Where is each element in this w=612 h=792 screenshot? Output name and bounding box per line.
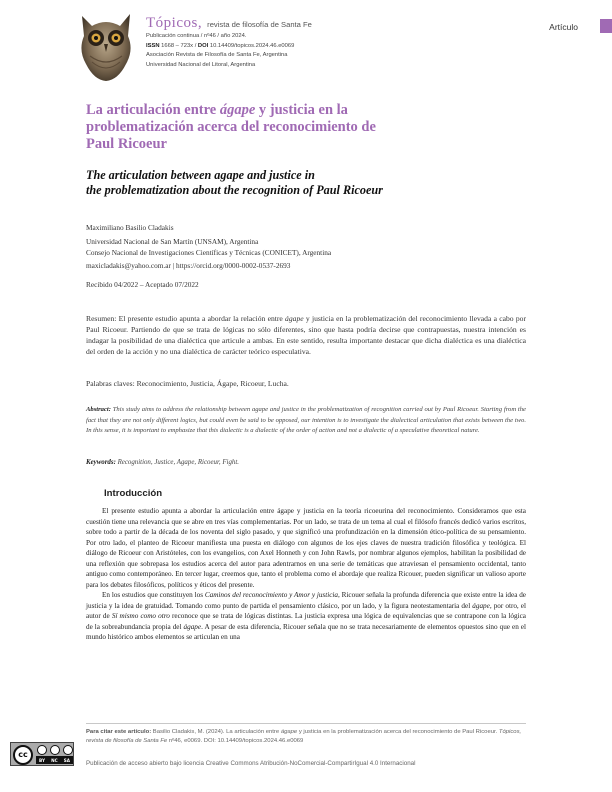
title-spanish: La articulación entre ágape y justicia en la problematización acerca del reconocimiento de Paul Ricoeur bbox=[86, 102, 376, 152]
intro-body bbox=[86, 506, 526, 643]
cc-by-label: BY bbox=[39, 757, 46, 763]
cc-icon: cc bbox=[13, 745, 33, 765]
journal-subtitle: revista de filosofía de Santa Fe bbox=[207, 20, 312, 29]
cc-nc-label: NC bbox=[51, 757, 58, 763]
affiliation-2: Consejo Nacional de Investigaciones Científicas y Técnicas (CONICET), Argentina bbox=[86, 248, 332, 258]
footer-divider bbox=[86, 723, 526, 724]
citation-note: Para citar este artículo: Basilio Cladakis, M. (2024). La articulación entre ágape y justicia en la problematización acerca del reconocimiento de Paul Ricoeur. Tópicos, revista de filosofía de Santa Fe nº46, e0069. DOI: 10.14409/topicos.2024.46.e0069 bbox=[86, 729, 522, 744]
abstract-english: Abstract: This study aims to address the relationship between agape and justice in the problematization of recognition carried out by Paul Ricoeur. Starting from the fact that they are not only different logics, but could even be said to be opposed, our intention is to investigate the dialectical articulation that exists between the two. In this sense, it is important to emphasize that this dialectic is a dialectic of the order of action and not a dialectic of a speculative theoretical nature. bbox=[86, 406, 526, 435]
intro-paragraph-1: El presente estudio apunta a abordar la articulación entre ágape y justicia en la teoría ricoeurina del reconocimiento. Consideramos que esta cuestión tiene una relevancia que se abre en tres vías complementarias. Por un lado, se trata de un tema al cual el filósofo francés dedicó varios escritos, sobre todo a partir de la década de los noventa del siglo pasado, y que significó una profundización en la dimensión ético-política de su pensamiento. Por otro lado, el planteo de Ricoeur manifiesta una puesta en diálogo con algunos de los ejes claves de nuestra tradición filosófica y teológica. El diálogo de Ricoeur con Aristóteles, con los evangelios, con Axel Honneth y con John Rawls, por nombrar algunos ejemplos, habilitan la posibilidad de una reflexión que sobrepasa los estudios acerca del autor para adentrarnos en una serie de temáticas que atraviesan el pensamiento occidental, tanto antiguo como contemporáneo. En tercer lugar, creemos que, tanto el problema como el abordaje que realiza Ricouer, pueden significar un valioso aporte para los debates filosóficos, políticos y éticos del presente. bbox=[86, 507, 526, 589]
creative-commons-badge[interactable] bbox=[10, 742, 74, 766]
affiliation-1: Universidad Nacional de San Martín (UNSAM), Argentina bbox=[86, 237, 259, 247]
abstract-spanish: Resumen: El presente estudio apunta a abordar la relación entre ágape y justicia en la problematización del reconocimiento llevada a cabo por Paul Ricoeur. Partiendo de que se trata de lógicas no sólo diferentes, sino que hasta podría decirse que contrapuestas, nuestra intención es indagar la posibilidad de una dialéctica que articule a ambas. En este sentido, resulta importante destacar que dicha dialéctica es una dialéctica del orden de la acción y no una dialéctica de carácter teórico especulativa. bbox=[86, 314, 527, 357]
section-tag: Artículo bbox=[549, 22, 578, 32]
intro-heading: Introducción bbox=[104, 488, 163, 499]
author-block bbox=[86, 222, 506, 271]
sharealike-icon bbox=[63, 745, 73, 755]
section-color-bar bbox=[600, 19, 612, 33]
keywords-english: Keywords: Recognition, Justice, Agape, Ricoeur, Fight. bbox=[86, 459, 239, 466]
journal-header bbox=[146, 12, 426, 70]
association-line: Asociación Revista de Filosofía de Santa Fe, Argentina bbox=[146, 52, 288, 58]
author-contact[interactable]: maxicladakis@yahoo.com.ar | https://orcid.org/0000-0002-0537-2693 bbox=[86, 260, 291, 270]
keywords-spanish: Palabras claves: Reconocimiento, Justicia, Ágape, Ricoeur, Lucha. bbox=[86, 379, 289, 388]
author-name: Maximiliano Basilio Cladakis bbox=[86, 223, 174, 232]
noncommercial-icon bbox=[50, 745, 60, 755]
intro-paragraph-2: En los estudios que constituyen los Caminos del reconocimiento y Amor y justicia, Ricouer señala la profunda diferencia que existe entre la idea de justicia y la idea de gratuidad. Tomando como punto de partida el pensamiento clásico, por un lado, y la figura neotestamentaria del ágape, por otro, el autor de Sí mismo como otro reconoce que se trata de lógicas distintas. La justicia expresa una lógica de equivalencias que se contrapone con la lógica de la sobreabundancia propia del ágape. A pesar de esta diferencia, Ricouer señala que no se trata necesariamente de elementos opuestos sino que en el mundo histórico ambos elementos se articulan en una bbox=[86, 591, 527, 641]
issn-doi-line: ISSN 1668 – 723x / DOI 10.14409/topicos.2024.46.e0069 bbox=[146, 42, 295, 49]
publication-line: Publicación continua / nº46 / año 2024. bbox=[146, 33, 247, 39]
cc-sa-label: SA bbox=[63, 757, 70, 763]
license-note: Publicación de acceso abierto bajo licencia Creative Commons Atribución-NoComercial-CompartirIgual 4.0 Internacional bbox=[86, 760, 416, 767]
owl-logo-image bbox=[74, 6, 138, 82]
received-accepted-dates: Recibido 04/2022 – Aceptado 07/2022 bbox=[86, 280, 199, 289]
attribution-icon bbox=[37, 745, 47, 755]
university-line: Universidad Nacional del Litoral, Argentina bbox=[146, 61, 256, 68]
journal-brand: Tópicos, bbox=[146, 15, 203, 31]
title-english: The articulation between agape and justice in the problematization about the recognition of Paul Ricoeur bbox=[86, 168, 383, 197]
